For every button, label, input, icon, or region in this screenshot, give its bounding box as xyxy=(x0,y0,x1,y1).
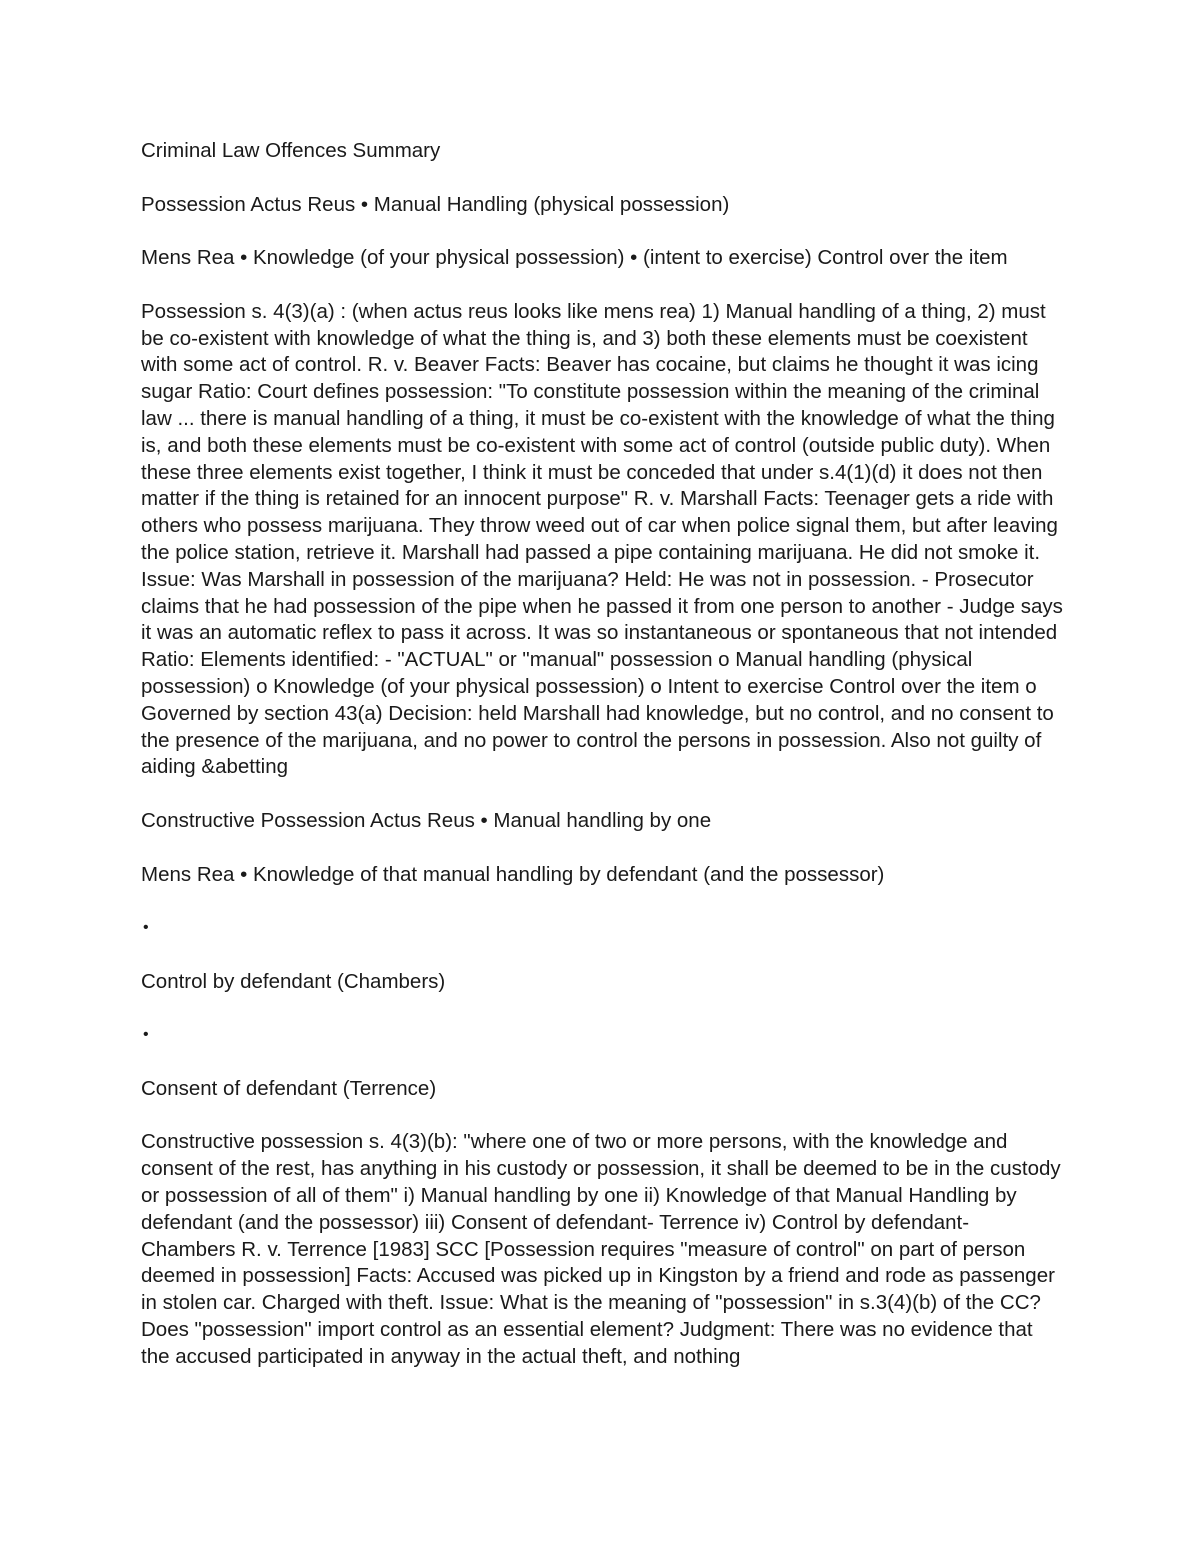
bullet-marker: • xyxy=(143,919,149,937)
constructive-mens-rea-line: Mens Rea • Knowledge of that manual handling by defendant (and the possessor) xyxy=(141,862,885,886)
possession-mens-rea-line: Mens Rea • Knowledge (of your physical possession) • (intent to exercise) Control over the item xyxy=(141,246,1008,270)
constructive-actus-reus-line: Constructive Possession Actus Reus • Manual handling by one xyxy=(141,808,712,832)
possession-body-paragraph: Possession s. 4(3)(a) : (when actus reus looks like mens rea) 1) Manual handling of a thing, 2) must be co-existent with knowledge of what the thing is, and 3) both these elements must be coexistent with some act of control. R. v. Beaver Facts: Beaver has cocaine, but claims he thought it was icing sugar Ratio: Court defines possession: "To constitute possession within the meaning of the criminal law ... there is manual handling of a thing, it must be co-existent with the knowledge of what the thing is, and both these elements must be co-existent with some act of control (outside public duty). When these three elements exist together, I think it must be conceded that under s.4(1)(d) it does not then matter if the thing is retained for an innocent purpose" R. v. Marshall Facts: Teenager gets a ride with others who possess marijuana. They throw weed out of car when police signal them, but after leaving the police station, retrieve it. Marshall had passed a pipe containing marijuana. He did not smoke it. Issue: Was Marshall in possession of the marijuana? Held: He was not in possession. - Prosecutor claims that he had possession of the pipe when he passed it from one person to another - Judge says it was an automatic reflex to pass it across. It was so instantaneous or spontaneous that not intended Ratio: Elements identified: - "ACTUAL" or "manual" possession o Manual handling (physical possession) o Knowledge (of your physical possession) o Intent to exercise Control over the item o Governed by section 43(a) Decision: held Marshall had knowledge, but no control, and no consent to the presence of the marijuana, and no power to control the persons in possession. Also not guilty of aiding &abetting xyxy=(141,299,1063,779)
document-title: Criminal Law Offences Summary xyxy=(141,139,441,162)
possession-actus-reus-line: Possession Actus Reus • Manual Handling (physical possession) xyxy=(141,192,730,216)
consent-of-defendant-line: Consent of defendant (Terrence) xyxy=(141,1076,437,1100)
constructive-possession-paragraph: Constructive possession s. 4(3)(b): "where one of two or more persons, with the knowledge and consent of the rest, has anything in his custody or possession, it shall be deemed to be in the custody or possession of all of them" i) Manual handling by one ii) Knowledge of that Manual Handling by defendant (and the possessor) iii) Consent of defendant- Terrence iv) Control by defendant- Chambers R. v. Terrence [1983] SCC [Possession requires "measure of control" on part of person deemed in possession] Facts: Accused was picked up in Kingston by a friend and rode as passenger in stolen car. Charged with theft. Issue: What is the meaning of "possession" in s.3(4)(b) of the CC? Does "possession" import control as an essential element? Judgment: There was no evidence that the accused participated in anyway in the actual theft, and nothing xyxy=(141,1130,1061,1368)
control-by-defendant-line: Control by defendant (Chambers) xyxy=(141,969,446,993)
bullet-marker: • xyxy=(143,1026,149,1044)
document-page xyxy=(141,138,1066,1397)
